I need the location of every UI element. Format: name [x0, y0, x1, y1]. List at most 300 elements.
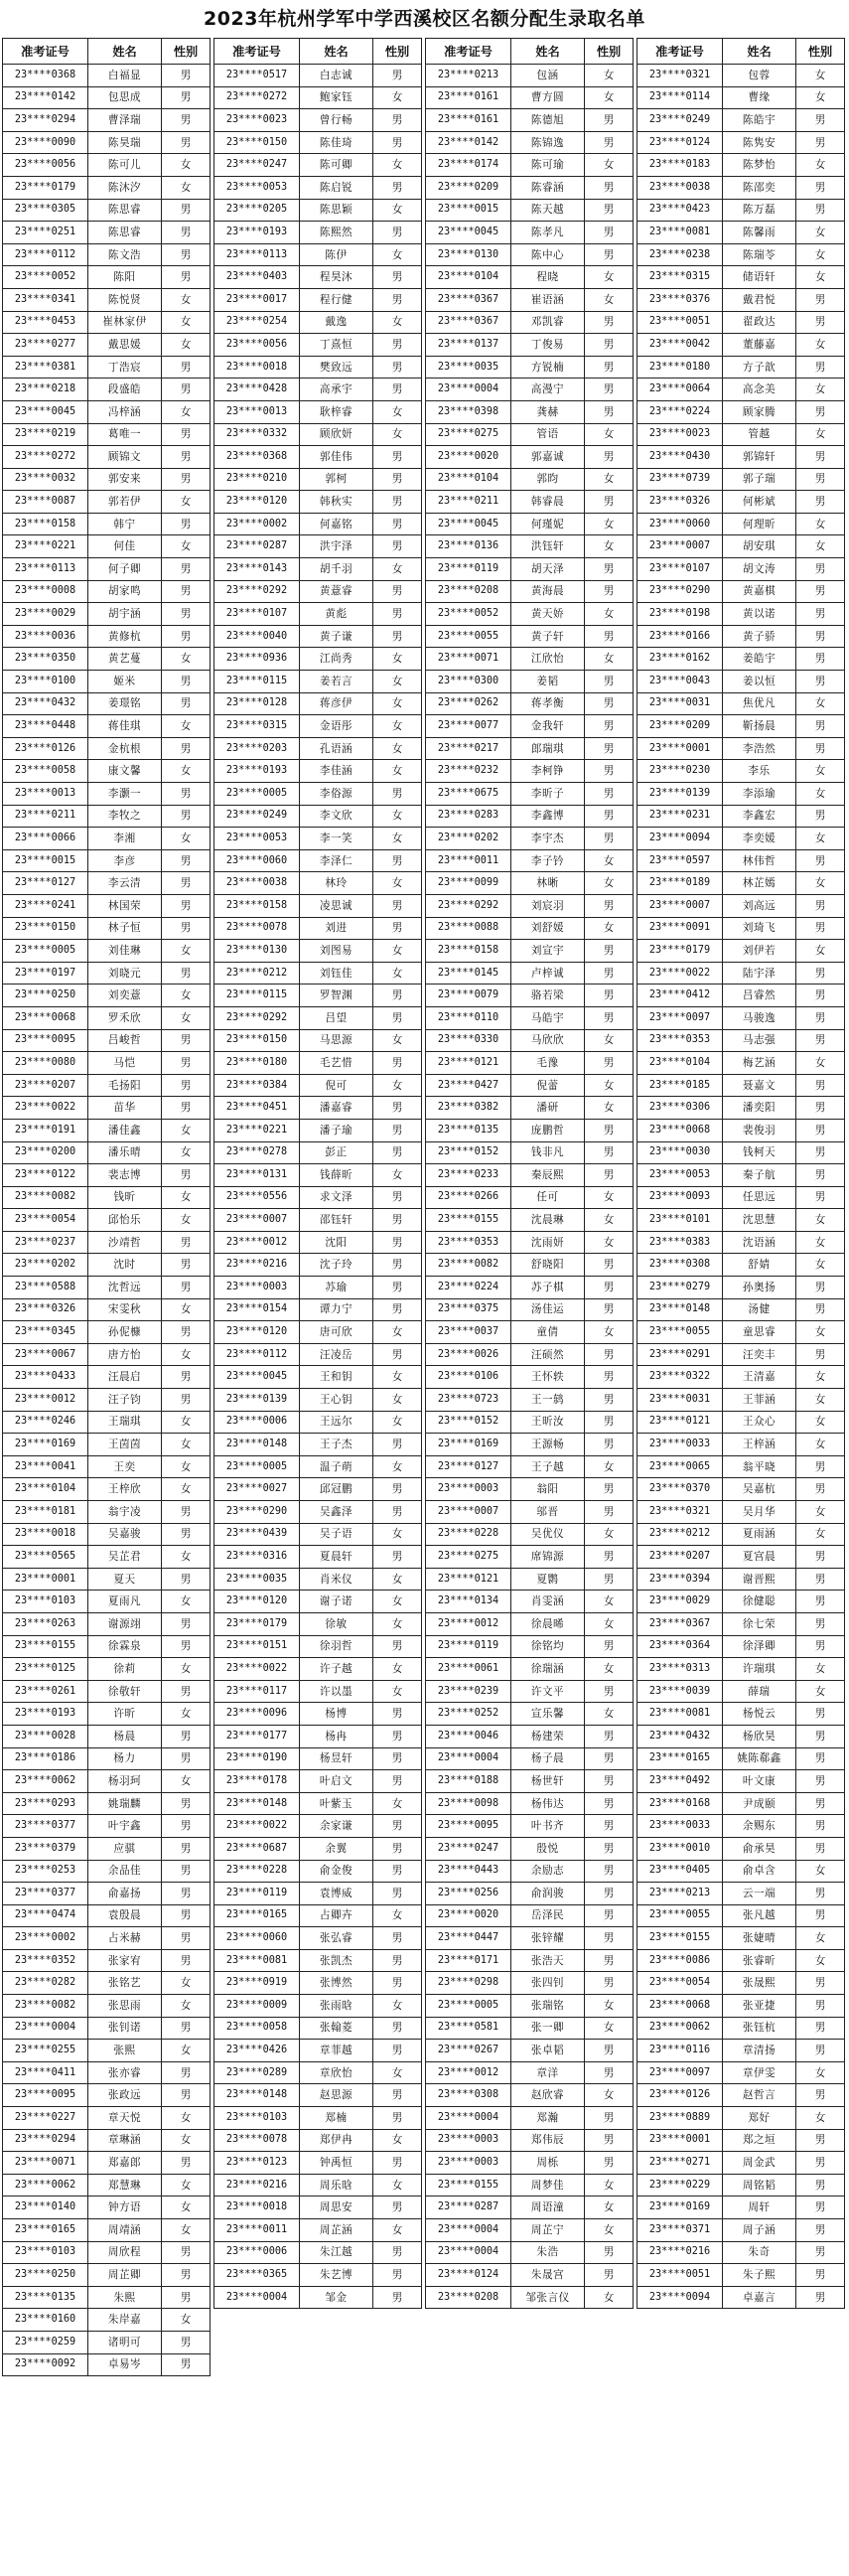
- student-name-cell: 陈可瑜: [511, 154, 585, 177]
- gender-cell: 男: [162, 580, 211, 603]
- exam-number-cell: 23****0017: [214, 288, 300, 311]
- table-row: [426, 1883, 634, 1905]
- student-name-cell: 吴嘉杭: [723, 1478, 796, 1501]
- gender-cell: 女: [162, 940, 211, 963]
- gender-cell: 女: [373, 1366, 422, 1389]
- gender-cell: 男: [796, 1612, 845, 1635]
- exam-number-cell: 23****0053: [214, 176, 300, 199]
- exam-number-cell: 23****0010: [637, 1837, 723, 1860]
- student-name-cell: 何佳: [88, 535, 162, 558]
- exam-number-cell: 23****0022: [637, 962, 723, 985]
- exam-number-cell: 23****0130: [214, 940, 300, 963]
- exam-number-cell: 23****0919: [214, 1972, 300, 1995]
- gender-cell: 女: [585, 2017, 634, 2040]
- student-name-cell: 沈子玲: [300, 1254, 373, 1277]
- student-name-cell: 俞卓含: [723, 1860, 796, 1883]
- table-row: [637, 1231, 845, 1254]
- table-row: [426, 446, 634, 469]
- table-row: [637, 468, 845, 491]
- exam-number-cell: 23****0040: [214, 625, 300, 648]
- student-name-cell: 徐敬轩: [88, 1680, 162, 1703]
- exam-number-cell: 23****0036: [3, 625, 88, 648]
- gender-cell: 男: [796, 2174, 845, 2197]
- gender-cell: 男: [585, 1052, 634, 1075]
- table-row: [637, 379, 845, 401]
- student-name-cell: 陈悦贤: [88, 288, 162, 311]
- student-name-cell: 李俗源: [300, 783, 373, 806]
- exam-number-cell: 23****0247: [426, 1837, 511, 1860]
- gender-cell: 男: [162, 1635, 211, 1658]
- gender-cell: 女: [373, 2219, 422, 2242]
- student-name-cell: 袁殷晨: [88, 1904, 162, 1927]
- gender-cell: 女: [796, 1860, 845, 1883]
- table-row: [637, 894, 845, 917]
- gender-cell: 男: [373, 379, 422, 401]
- exam-number-cell: 23****0103: [3, 1591, 88, 1613]
- table-row: [426, 176, 634, 199]
- gender-cell: 男: [796, 468, 845, 491]
- table-row: [426, 2174, 634, 2197]
- exam-number-cell: 23****0305: [3, 199, 88, 222]
- table-row: [214, 1904, 422, 1927]
- table-row: [426, 760, 634, 783]
- exam-number-cell: 23****0135: [3, 2286, 88, 2309]
- exam-number-cell: 23****0003: [426, 2152, 511, 2175]
- student-name-cell: 郑楠: [300, 2107, 373, 2130]
- student-name-cell: 宣乐馨: [511, 1703, 585, 1726]
- student-name-cell: 周乐晗: [300, 2174, 373, 2197]
- student-name-cell: 邵钰轩: [300, 1209, 373, 1232]
- gender-cell: 女: [162, 1546, 211, 1569]
- student-name-cell: 沈思慧: [723, 1209, 796, 1232]
- gender-cell: 男: [162, 1747, 211, 1770]
- table-row: [3, 894, 211, 917]
- gender-cell: 男: [796, 1747, 845, 1770]
- table-row: [426, 2241, 634, 2264]
- student-name-cell: 秦子航: [723, 1164, 796, 1187]
- table-row: [214, 1995, 422, 2018]
- gender-cell: 男: [373, 131, 422, 154]
- exam-number-cell: 23****0033: [637, 1434, 723, 1456]
- gender-cell: 男: [373, 1434, 422, 1456]
- gender-cell: 男: [796, 1455, 845, 1478]
- exam-number-cell: 23****0124: [637, 131, 723, 154]
- table-row: [3, 2129, 211, 2152]
- exam-number-cell: 23****0082: [3, 1186, 88, 1209]
- table-row: [426, 1680, 634, 1703]
- student-name-cell: 姚陈郗鑫: [723, 1747, 796, 1770]
- student-name-cell: 包蓉: [723, 65, 796, 87]
- exam-number-cell: 23****0451: [214, 1097, 300, 1120]
- student-name-cell: 王昕汝: [511, 1411, 585, 1434]
- student-name-cell: 顾锦文: [88, 446, 162, 469]
- gender-cell: 男: [796, 2197, 845, 2219]
- table-row: [637, 535, 845, 558]
- exam-number-cell: 23****0231: [637, 805, 723, 828]
- exam-number-cell: 23****0033: [637, 1815, 723, 1838]
- exam-number-cell: 23****0030: [637, 1141, 723, 1164]
- student-name-cell: 徐铭均: [511, 1635, 585, 1658]
- gender-cell: 男: [162, 917, 211, 940]
- exam-number-cell: 23****0117: [214, 1680, 300, 1703]
- gender-cell: 女: [373, 1658, 422, 1681]
- table-row: [3, 1074, 211, 1097]
- table-row: [637, 1455, 845, 1478]
- exam-number-cell: 23****0062: [3, 1770, 88, 1793]
- gender-cell: 女: [585, 2219, 634, 2242]
- student-name-cell: 张弘睿: [300, 1927, 373, 1950]
- table-row: [3, 2152, 211, 2175]
- gender-cell: 男: [373, 1501, 422, 1524]
- student-name-cell: 吴鑫泽: [300, 1501, 373, 1524]
- table-row: [214, 2129, 422, 2152]
- exam-number-cell: 23****0003: [214, 1277, 300, 1299]
- table-row: [426, 379, 634, 401]
- exam-number-cell: 23****0148: [214, 1434, 300, 1456]
- gender-cell: 男: [796, 671, 845, 693]
- student-name-cell: 郎瑞琪: [511, 737, 585, 760]
- student-name-cell: 钱薛昕: [300, 1164, 373, 1187]
- table-row: [426, 423, 634, 446]
- gender-cell: 男: [796, 2241, 845, 2264]
- student-name-cell: 马欣欣: [511, 1029, 585, 1052]
- student-name-cell: 何子卿: [88, 558, 162, 581]
- exam-number-cell: 23****0250: [3, 985, 88, 1007]
- student-name-cell: 陈佳琦: [300, 131, 373, 154]
- student-name-cell: 徐敏: [300, 1612, 373, 1635]
- table-row: [426, 154, 634, 177]
- gender-cell: 男: [585, 2264, 634, 2287]
- student-name-cell: 叶宇鑫: [88, 1815, 162, 1838]
- gender-cell: 女: [585, 1703, 634, 1726]
- student-name-cell: 夏雨凡: [88, 1591, 162, 1613]
- student-name-cell: 李乐: [723, 760, 796, 783]
- student-name-cell: 王茵茵: [88, 1434, 162, 1456]
- exam-number-cell: 23****0368: [3, 65, 88, 87]
- exam-number-cell: 23****0032: [3, 468, 88, 491]
- student-name-cell: 汤健: [723, 1298, 796, 1321]
- table-row: [637, 558, 845, 581]
- table-row: [637, 1074, 845, 1097]
- exam-number-cell: 23****0152: [426, 1141, 511, 1164]
- exam-number-cell: 23****0078: [214, 2129, 300, 2152]
- table-row: [637, 1591, 845, 1613]
- student-name-cell: 钱非凡: [511, 1141, 585, 1164]
- table-row: [637, 446, 845, 469]
- table-row: [637, 671, 845, 693]
- table-row: [214, 1029, 422, 1052]
- student-name-cell: 包涵: [511, 65, 585, 87]
- exam-number-cell: 23****0119: [426, 1635, 511, 1658]
- exam-number-cell: 23****0123: [214, 2152, 300, 2175]
- table-row: [214, 1186, 422, 1209]
- table-row: [214, 872, 422, 895]
- table-row: [637, 1321, 845, 1344]
- student-name-cell: 潘研: [511, 1097, 585, 1120]
- exam-number-cell: 23****0103: [214, 2107, 300, 2130]
- student-name-cell: 梅艺涵: [723, 1052, 796, 1075]
- exam-number-cell: 23****0198: [637, 603, 723, 626]
- student-name-cell: 徐七荣: [723, 1612, 796, 1635]
- exam-number-cell: 23****0023: [214, 109, 300, 132]
- table-row: [3, 715, 211, 738]
- exam-number-cell: 23****0247: [214, 154, 300, 177]
- gender-cell: 女: [162, 2129, 211, 2152]
- table-row: [3, 1995, 211, 2018]
- exam-number-cell: 23****0004: [426, 2241, 511, 2264]
- gender-cell: 男: [162, 692, 211, 715]
- gender-cell: 男: [796, 1815, 845, 1838]
- exam-number-cell: 23****0064: [637, 379, 723, 401]
- student-name-cell: 章洋: [511, 2061, 585, 2084]
- student-name-cell: 杨世轩: [511, 1770, 585, 1793]
- gender-cell: 女: [162, 760, 211, 783]
- table-row: [637, 2084, 845, 2107]
- gender-cell: 女: [585, 513, 634, 535]
- gender-cell: 男: [162, 1792, 211, 1815]
- exam-number-cell: 23****0004: [214, 2286, 300, 2309]
- table-row: [426, 2084, 634, 2107]
- table-row: [214, 1164, 422, 1187]
- exam-number-cell: 23****0293: [3, 1792, 88, 1815]
- gender-cell: 女: [162, 1478, 211, 1501]
- student-name-cell: 汪凌岳: [300, 1343, 373, 1366]
- exam-number-cell: 23****0053: [637, 1164, 723, 1187]
- gender-cell: 男: [162, 2264, 211, 2287]
- table-row: [3, 1523, 211, 1546]
- exam-number-cell: 23****0383: [637, 1231, 723, 1254]
- gender-cell: 男: [585, 1860, 634, 1883]
- exam-number-cell: 23****0115: [214, 985, 300, 1007]
- table-row: [426, 2107, 634, 2130]
- gender-cell: 女: [373, 1074, 422, 1097]
- table-row: [3, 1209, 211, 1232]
- exam-number-cell: 23****0095: [426, 1815, 511, 1838]
- table-row: [3, 446, 211, 469]
- table-row: [637, 288, 845, 311]
- exam-number-cell: 23****0053: [214, 828, 300, 850]
- gender-cell: 男: [373, 917, 422, 940]
- table-row: [3, 1635, 211, 1658]
- student-name-cell: 王和钥: [300, 1366, 373, 1389]
- student-name-cell: 姜璟铭: [88, 692, 162, 715]
- gender-cell: 男: [162, 266, 211, 289]
- student-name-cell: 吴芷君: [88, 1546, 162, 1569]
- gender-cell: 女: [796, 423, 845, 446]
- gender-cell: 男: [796, 1141, 845, 1164]
- student-name-cell: 张政远: [88, 2084, 162, 2107]
- table-row: [637, 1995, 845, 2018]
- table-row: [214, 760, 422, 783]
- exam-number-cell: 23****0154: [214, 1298, 300, 1321]
- student-name-cell: 章琳涵: [88, 2129, 162, 2152]
- gender-cell: 女: [585, 1995, 634, 2018]
- student-name-cell: 周子涵: [723, 2219, 796, 2242]
- exam-number-cell: 23****0209: [426, 176, 511, 199]
- table-row: [426, 1792, 634, 1815]
- gender-cell: 男: [796, 1164, 845, 1187]
- table-row: [3, 1770, 211, 1793]
- gender-cell: 男: [162, 2061, 211, 2084]
- table-row: [426, 199, 634, 222]
- table-row: [426, 603, 634, 626]
- gender-cell: 男: [162, 1164, 211, 1187]
- table-row: [3, 1231, 211, 1254]
- gender-cell: 男: [373, 2107, 422, 2130]
- student-name-cell: 杨晨: [88, 1725, 162, 1747]
- table-row: [3, 1164, 211, 1187]
- gender-cell: 男: [796, 1591, 845, 1613]
- gender-cell: 男: [585, 1635, 634, 1658]
- table-row: [426, 783, 634, 806]
- student-name-cell: 胡文涛: [723, 558, 796, 581]
- exam-number-cell: 23****0321: [637, 1501, 723, 1524]
- table-row: [426, 1770, 634, 1793]
- student-name-cell: 毛艺惜: [300, 1052, 373, 1075]
- gender-cell: 男: [162, 1074, 211, 1097]
- gender-cell: 女: [796, 1321, 845, 1344]
- exam-number-cell: 23****0352: [3, 1949, 88, 1972]
- gender-cell: 女: [796, 2061, 845, 2084]
- student-name-cell: 刘佳琳: [88, 940, 162, 963]
- student-name-cell: 许以墨: [300, 1680, 373, 1703]
- student-name-cell: 张一卿: [511, 2017, 585, 2040]
- gender-cell: 女: [162, 2309, 211, 2332]
- exam-number-cell: 23****0217: [426, 737, 511, 760]
- table-row: [426, 2040, 634, 2062]
- table-row: [3, 962, 211, 985]
- student-name-cell: 余赐东: [723, 1815, 796, 1838]
- student-name-cell: 王怀轶: [511, 1366, 585, 1389]
- exam-number-cell: 23****0428: [214, 379, 300, 401]
- table-row: [426, 737, 634, 760]
- exam-number-cell: 23****0106: [426, 1366, 511, 1389]
- gender-cell: 女: [162, 154, 211, 177]
- student-name-cell: 王子越: [511, 1455, 585, 1478]
- student-name-cell: 钱昕: [88, 1186, 162, 1209]
- gender-cell: 女: [585, 535, 634, 558]
- exam-number-cell: 23****0439: [214, 1523, 300, 1546]
- table-row: [3, 1366, 211, 1389]
- student-name-cell: 钟禹恒: [300, 2152, 373, 2175]
- exam-number-cell: 23****0018: [214, 356, 300, 379]
- gender-cell: 女: [585, 603, 634, 626]
- exam-number-cell: 23****0012: [426, 2061, 511, 2084]
- gender-cell: 男: [796, 558, 845, 581]
- exam-number-cell: 23****0180: [637, 356, 723, 379]
- gender-cell: 男: [796, 1770, 845, 1793]
- gender-cell: 男: [162, 86, 211, 109]
- table-row: [637, 1254, 845, 1277]
- exam-number-cell: 23****0055: [637, 1904, 723, 1927]
- student-name-cell: 李奕媛: [723, 828, 796, 850]
- table-row: [426, 1277, 634, 1299]
- exam-number-cell: 23****0183: [637, 154, 723, 177]
- table-row: [637, 1883, 845, 1905]
- gender-cell: 男: [585, 1792, 634, 1815]
- exam-number-cell: 23****0071: [426, 648, 511, 671]
- table-row: [637, 872, 845, 895]
- table-row: [214, 962, 422, 985]
- student-name-cell: 尹成颐: [723, 1792, 796, 1815]
- student-name-cell: 徐泽卿: [723, 1635, 796, 1658]
- gender-cell: 女: [162, 491, 211, 514]
- table-row: [426, 288, 634, 311]
- gender-cell: 男: [373, 2084, 422, 2107]
- student-name-cell: 沈雨妍: [511, 1231, 585, 1254]
- table-row: [214, 199, 422, 222]
- table-row: [426, 86, 634, 109]
- student-name-cell: 陈德旭: [511, 109, 585, 132]
- table-row: [3, 1883, 211, 1905]
- student-name-cell: 宋雯秋: [88, 1298, 162, 1321]
- student-name-cell: 韩睿晨: [511, 491, 585, 514]
- exam-number-cell: 23****0283: [426, 805, 511, 828]
- gender-cell: 男: [796, 176, 845, 199]
- exam-number-cell: 23****0169: [637, 2197, 723, 2219]
- student-name-cell: 黄薏睿: [300, 580, 373, 603]
- table-row: [637, 199, 845, 222]
- student-name-cell: 黄修杭: [88, 625, 162, 648]
- student-name-cell: 陈可儿: [88, 154, 162, 177]
- gender-cell: 女: [373, 400, 422, 423]
- gender-cell: 女: [585, 65, 634, 87]
- exam-number-cell: 23****0165: [3, 2219, 88, 2242]
- table-row: [214, 1478, 422, 1501]
- gender-cell: 女: [373, 940, 422, 963]
- gender-cell: 男: [796, 580, 845, 603]
- student-name-cell: 张亦睿: [88, 2061, 162, 2084]
- table-row: [637, 1815, 845, 1838]
- student-name-cell: 陈伊: [300, 243, 373, 266]
- header-exam-number: 准考证号: [214, 39, 300, 65]
- gender-cell: 男: [796, 1074, 845, 1097]
- exam-number-cell: 23****0006: [214, 1411, 300, 1434]
- student-name-cell: 陈沐汐: [88, 176, 162, 199]
- student-name-cell: 钱柯天: [723, 1141, 796, 1164]
- table-row: [214, 625, 422, 648]
- student-name-cell: 章天悦: [88, 2107, 162, 2130]
- student-name-cell: 汪晨启: [88, 1366, 162, 1389]
- gender-cell: 女: [796, 1523, 845, 1546]
- table-row: [426, 2286, 634, 2309]
- exam-number-cell: 23****0263: [3, 1612, 88, 1635]
- exam-number-cell: 23****0287: [214, 535, 300, 558]
- student-name-cell: 刘琦飞: [723, 917, 796, 940]
- table-row: [426, 828, 634, 850]
- gender-cell: 男: [585, 1883, 634, 1905]
- gender-cell: 男: [796, 446, 845, 469]
- exam-number-cell: 23****0013: [214, 400, 300, 423]
- gender-cell: 女: [585, 1455, 634, 1478]
- student-name-cell: 李文欣: [300, 805, 373, 828]
- student-name-cell: 周铭韬: [723, 2174, 796, 2197]
- gender-cell: 男: [373, 2152, 422, 2175]
- roster-group-4: [637, 38, 845, 2309]
- table-row: [637, 2017, 845, 2040]
- gender-cell: 男: [373, 1837, 422, 1860]
- student-name-cell: 朱艺博: [300, 2264, 373, 2287]
- gender-cell: 女: [585, 1591, 634, 1613]
- student-name-cell: 崔林家伊: [88, 311, 162, 334]
- header-row: [637, 39, 845, 65]
- student-name-cell: 朱晟宫: [511, 2264, 585, 2287]
- exam-number-cell: 23****0230: [637, 760, 723, 783]
- student-name-cell: 夏天: [88, 1568, 162, 1591]
- exam-number-cell: 23****0203: [214, 737, 300, 760]
- gender-cell: 男: [162, 1680, 211, 1703]
- exam-number-cell: 23****0448: [3, 715, 88, 738]
